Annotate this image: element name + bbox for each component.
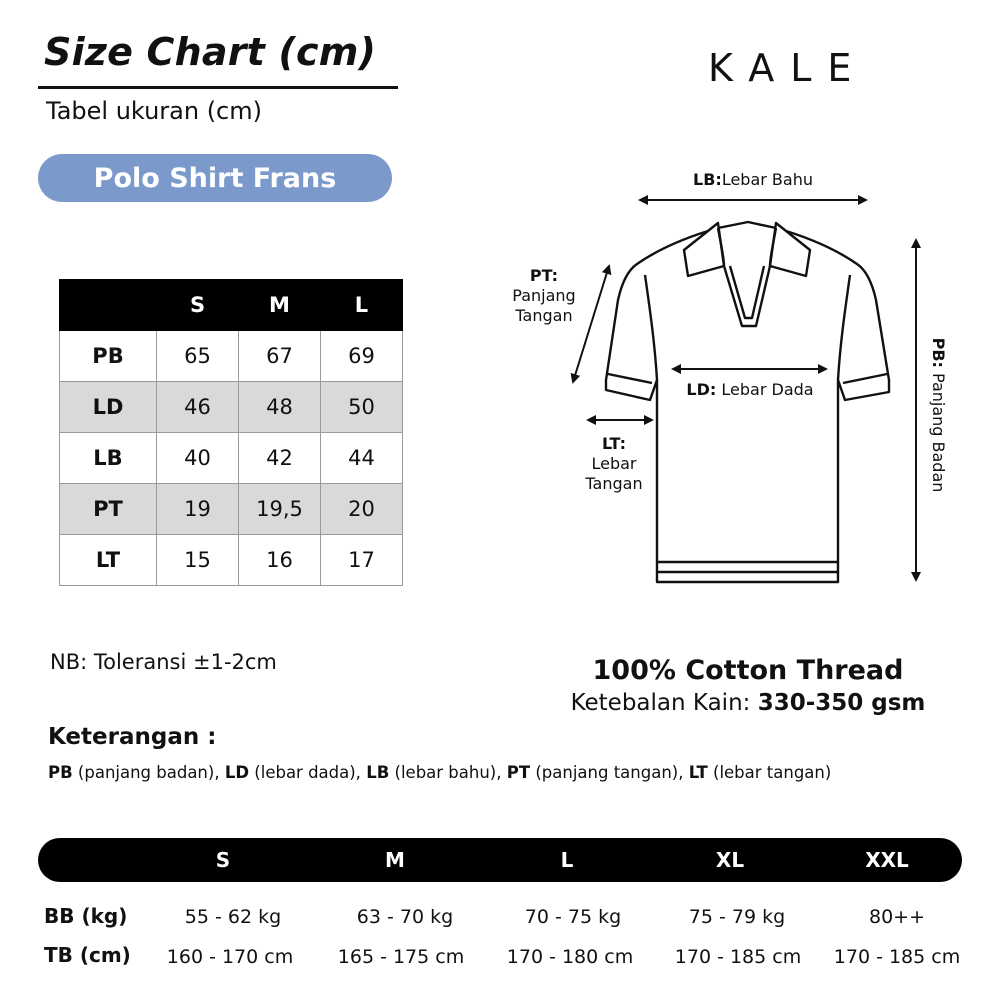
height-value: 170 - 180 cm xyxy=(506,946,634,968)
height-value: 165 - 175 cm xyxy=(337,946,465,968)
row-label: LB xyxy=(60,433,157,484)
label-code: PB: xyxy=(929,337,948,368)
label-text: Lebar Dada xyxy=(721,380,814,399)
legend-code: LB xyxy=(366,763,390,782)
legend-desc: (lebar dada), xyxy=(249,763,367,782)
shirt-outline-icon xyxy=(606,222,889,582)
legend-text xyxy=(48,763,831,782)
tolerance-note: NB: Toleransi ±1-2cm xyxy=(50,650,277,674)
table-cell: 65 xyxy=(157,331,239,382)
table-cell: 15 xyxy=(157,535,239,586)
height-value: 160 - 170 cm xyxy=(166,946,294,968)
label-text: Tangan xyxy=(515,306,573,325)
table-cell: 48 xyxy=(239,382,321,433)
label-code: LT: xyxy=(602,434,626,453)
column-header-s: S xyxy=(157,280,239,331)
label-panjang-badan xyxy=(928,315,948,515)
legend-code: PB xyxy=(48,763,73,782)
label-lebar-dada xyxy=(672,380,828,400)
fit-size-m: M xyxy=(385,848,405,872)
row-label: PB xyxy=(60,331,157,382)
table-cell: 46 xyxy=(157,382,239,433)
table-cell: 16 xyxy=(239,535,321,586)
fit-size-xl: XL xyxy=(715,848,745,872)
label-text: Lebar Bahu xyxy=(721,170,813,189)
fit-size-l: L xyxy=(560,848,574,872)
row-label: LD xyxy=(60,382,157,433)
table-cell: 20 xyxy=(321,484,403,535)
column-header-l: L xyxy=(321,280,403,331)
label-text: Panjang xyxy=(512,286,576,305)
legend-desc: (panjang badan), xyxy=(72,763,225,782)
legend-code: LD xyxy=(224,763,250,782)
weight-row-label: BB (kg) xyxy=(44,904,128,928)
weight-value: 70 - 75 kg xyxy=(524,906,622,928)
label-code: LB: xyxy=(693,170,722,189)
table-cell: 44 xyxy=(321,433,403,484)
label-text: Panjang Badan xyxy=(929,373,948,493)
table-cell: 67 xyxy=(239,331,321,382)
table-cell: 42 xyxy=(239,433,321,484)
table-cell: 69 xyxy=(321,331,403,382)
row-label: LT xyxy=(60,535,157,586)
label-lebar-tangan xyxy=(566,434,662,494)
legend-desc: (lebar tangan) xyxy=(707,763,832,782)
label-text: Tangan xyxy=(585,474,643,493)
label-code: PT: xyxy=(529,266,559,285)
legend-title: Keterangan : xyxy=(48,724,217,750)
thickness-label: Ketebalan Kain: xyxy=(570,690,751,716)
height-row-label: TB (cm) xyxy=(44,943,131,967)
fit-size-s: S xyxy=(215,848,231,872)
weight-value: 63 - 70 kg xyxy=(356,906,454,928)
table-cell: 19,5 xyxy=(239,484,321,535)
column-header-m: M xyxy=(239,280,321,331)
table-cell: 40 xyxy=(157,433,239,484)
table-cell: 50 xyxy=(321,382,403,433)
legend-code: LT xyxy=(688,763,708,782)
height-value: 170 - 185 cm xyxy=(674,946,802,968)
legend-desc: (lebar bahu), xyxy=(389,763,507,782)
row-label: PT xyxy=(60,484,157,535)
label-text: Lebar xyxy=(591,454,637,473)
weight-value: 55 - 62 kg xyxy=(184,906,282,928)
legend-code: PT xyxy=(506,763,531,782)
weight-value: 80++ xyxy=(868,906,926,928)
table-cell: 19 xyxy=(157,484,239,535)
thickness-value: 330-350 gsm xyxy=(757,690,926,716)
page-title: Size Chart (cm) xyxy=(44,30,377,74)
page-subtitle: Tabel ukuran (cm) xyxy=(46,97,262,125)
brand-logo: KALE xyxy=(708,46,868,90)
table-cell: 17 xyxy=(321,535,403,586)
label-lebar-bahu xyxy=(640,170,866,190)
label-panjang-tangan xyxy=(494,266,594,326)
product-name-pill: Polo Shirt Frans xyxy=(38,154,392,202)
weight-value: 75 - 79 kg xyxy=(688,906,786,928)
material-thread: 100% Cotton Thread xyxy=(592,655,904,686)
fit-size-xxl: XXL xyxy=(865,848,909,872)
fabric-thickness xyxy=(548,690,948,716)
label-code: LD: xyxy=(686,380,717,399)
fit-guide-header xyxy=(38,838,962,882)
legend-desc: (panjang tangan), xyxy=(530,763,689,782)
height-value: 170 - 185 cm xyxy=(833,946,961,968)
